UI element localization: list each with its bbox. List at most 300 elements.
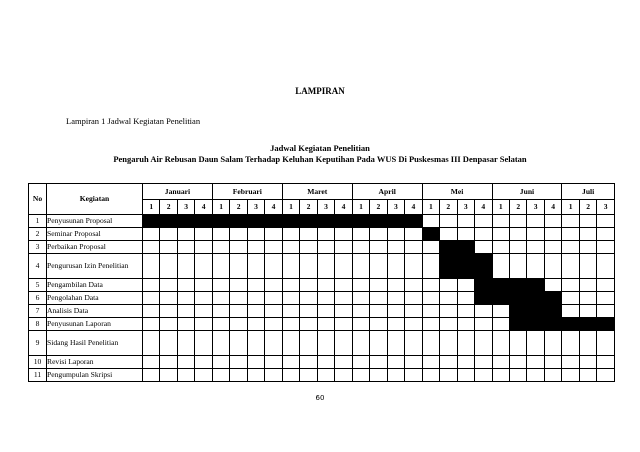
schedule-cell-empty	[247, 279, 264, 292]
schedule-table	[28, 183, 615, 382]
schedule-cell-empty	[475, 228, 493, 241]
schedule-cell-empty	[370, 292, 387, 305]
schedule-cell-filled	[544, 292, 562, 305]
schedule-cell-empty	[544, 241, 562, 254]
schedule-cell-empty	[492, 241, 509, 254]
schedule-cell-empty	[212, 305, 229, 318]
schedule-cell-empty	[422, 356, 439, 369]
schedule-cell-empty	[265, 305, 283, 318]
schedule-cell-filled	[597, 318, 615, 331]
row-number: 6	[29, 292, 47, 305]
schedule-cell-empty	[160, 241, 177, 254]
schedule-cell-filled	[212, 215, 229, 228]
schedule-cell-empty	[544, 254, 562, 279]
schedule-cell-empty	[160, 318, 177, 331]
schedule-cell-filled	[143, 215, 160, 228]
schedule-cell-empty	[317, 369, 334, 382]
schedule-cell-filled	[509, 318, 526, 331]
schedule-cell-empty	[597, 331, 615, 356]
schedule-cell-empty	[509, 356, 526, 369]
schedule-cell-empty	[300, 292, 317, 305]
schedule-cell-empty	[422, 215, 439, 228]
schedule-cell-empty	[597, 369, 615, 382]
schedule-cell-empty	[195, 305, 212, 318]
schedule-cell-empty	[160, 279, 177, 292]
schedule-cell-empty	[475, 241, 493, 254]
header-week: 2	[370, 200, 387, 215]
schedule-cell-empty	[265, 279, 283, 292]
schedule-cell-empty	[177, 254, 194, 279]
schedule-cell-empty	[579, 228, 596, 241]
schedule-cell-empty	[579, 292, 596, 305]
schedule-cell-empty	[160, 292, 177, 305]
appendix-caption: Lampiran 1 Jadwal Kegiatan Penelitian	[66, 116, 201, 126]
schedule-cell-empty	[317, 254, 334, 279]
schedule-cell-empty	[317, 305, 334, 318]
schedule-cell-empty	[579, 356, 596, 369]
schedule-cell-empty	[527, 215, 544, 228]
schedule-cell-empty	[265, 241, 283, 254]
schedule-cell-empty	[387, 369, 404, 382]
schedule-cell-empty	[457, 369, 474, 382]
schedule-cell-empty	[195, 369, 212, 382]
schedule-cell-empty	[143, 241, 160, 254]
schedule-cell-empty	[440, 356, 457, 369]
schedule-cell-empty	[562, 356, 579, 369]
schedule-cell-empty	[247, 254, 264, 279]
schedule-cell-empty	[317, 228, 334, 241]
schedule-cell-empty	[177, 241, 194, 254]
schedule-cell-empty	[405, 369, 422, 382]
schedule-cell-empty	[195, 292, 212, 305]
schedule-cell-empty	[352, 279, 369, 292]
schedule-cell-empty	[492, 331, 509, 356]
schedule-cell-empty	[282, 241, 299, 254]
schedule-cell-empty	[422, 292, 439, 305]
header-week: 1	[562, 200, 579, 215]
schedule-cell-filled	[387, 215, 404, 228]
schedule-cell-empty	[247, 228, 264, 241]
schedule-cell-empty	[317, 241, 334, 254]
schedule-cell-empty	[247, 305, 264, 318]
schedule-cell-empty	[195, 318, 212, 331]
schedule-cell-filled	[475, 292, 493, 305]
row-number: 9	[29, 331, 47, 356]
schedule-cell-empty	[230, 254, 247, 279]
schedule-cell-empty	[195, 331, 212, 356]
schedule-cell-empty	[492, 228, 509, 241]
schedule-cell-empty	[230, 331, 247, 356]
schedule-cell-empty	[335, 254, 353, 279]
schedule-cell-empty	[370, 254, 387, 279]
schedule-cell-empty	[440, 305, 457, 318]
schedule-cell-filled	[265, 215, 283, 228]
schedule-cell-filled	[527, 305, 544, 318]
row-number: 8	[29, 318, 47, 331]
schedule-cell-empty	[579, 305, 596, 318]
schedule-cell-empty	[387, 356, 404, 369]
schedule-cell-filled	[405, 215, 422, 228]
schedule-cell-empty	[282, 228, 299, 241]
schedule-cell-empty	[440, 318, 457, 331]
header-month: April	[352, 184, 422, 200]
schedule-cell-empty	[597, 305, 615, 318]
header-week: 1	[282, 200, 299, 215]
schedule-cell-empty	[195, 279, 212, 292]
header-week: 4	[544, 200, 562, 215]
header-week: 3	[597, 200, 615, 215]
row-activity: Seminar Proposal	[47, 228, 143, 241]
row-number: 11	[29, 369, 47, 382]
schedule-cell-empty	[300, 331, 317, 356]
schedule-cell-empty	[265, 318, 283, 331]
schedule-cell-filled	[282, 215, 299, 228]
schedule-cell-empty	[282, 369, 299, 382]
schedule-cell-empty	[335, 369, 353, 382]
table-row	[29, 215, 615, 228]
header-week: 3	[457, 200, 474, 215]
schedule-cell-empty	[387, 292, 404, 305]
schedule-cell-empty	[405, 228, 422, 241]
row-number: 5	[29, 279, 47, 292]
schedule-cell-empty	[562, 241, 579, 254]
header-week: 2	[230, 200, 247, 215]
table-row	[29, 305, 615, 318]
row-number: 1	[29, 215, 47, 228]
schedule-cell-filled	[247, 215, 264, 228]
schedule-cell-empty	[509, 215, 526, 228]
schedule-cell-empty	[177, 356, 194, 369]
schedule-cell-empty	[579, 369, 596, 382]
header-month: Maret	[282, 184, 352, 200]
schedule-cell-empty	[247, 241, 264, 254]
schedule-cell-empty	[282, 254, 299, 279]
schedule-cell-empty	[352, 331, 369, 356]
schedule-cell-empty	[492, 356, 509, 369]
schedule-cell-empty	[265, 331, 283, 356]
table-row	[29, 318, 615, 331]
schedule-cell-empty	[282, 331, 299, 356]
schedule-cell-empty	[597, 254, 615, 279]
schedule-cell-empty	[509, 254, 526, 279]
schedule-cell-empty	[143, 305, 160, 318]
schedule-cell-empty	[509, 228, 526, 241]
schedule-cell-empty	[160, 356, 177, 369]
schedule-cell-empty	[212, 356, 229, 369]
schedule-cell-empty	[387, 254, 404, 279]
schedule-cell-empty	[562, 292, 579, 305]
schedule-cell-empty	[544, 215, 562, 228]
schedule-cell-empty	[422, 369, 439, 382]
header-week: 1	[143, 200, 160, 215]
schedule-cell-filled	[440, 254, 457, 279]
schedule-cell-empty	[544, 356, 562, 369]
schedule-cell-empty	[544, 369, 562, 382]
page-heading: LAMPIRAN	[295, 86, 345, 96]
schedule-cell-empty	[282, 356, 299, 369]
schedule-cell-empty	[143, 292, 160, 305]
header-week: 4	[335, 200, 353, 215]
schedule-cell-empty	[492, 305, 509, 318]
schedule-cell-empty	[352, 318, 369, 331]
schedule-cell-empty	[230, 292, 247, 305]
schedule-cell-filled	[492, 279, 509, 292]
schedule-cell-empty	[212, 318, 229, 331]
schedule-cell-empty	[352, 356, 369, 369]
schedule-cell-empty	[195, 254, 212, 279]
schedule-cell-empty	[212, 279, 229, 292]
schedule-cell-empty	[440, 215, 457, 228]
schedule-cell-empty	[527, 369, 544, 382]
schedule-cell-filled	[544, 318, 562, 331]
schedule-cell-empty	[527, 254, 544, 279]
table-row	[29, 279, 615, 292]
header-week: 3	[387, 200, 404, 215]
page-number: 60	[315, 394, 325, 402]
schedule-cell-empty	[212, 241, 229, 254]
schedule-cell-empty	[143, 279, 160, 292]
schedule-cell-empty	[195, 241, 212, 254]
schedule-cell-empty	[422, 279, 439, 292]
schedule-cell-empty	[335, 318, 353, 331]
schedule-cell-empty	[230, 228, 247, 241]
schedule-cell-empty	[370, 228, 387, 241]
schedule-cell-empty	[265, 356, 283, 369]
schedule-cell-empty	[457, 331, 474, 356]
schedule-cell-empty	[422, 331, 439, 356]
schedule-cell-empty	[352, 254, 369, 279]
schedule-cell-empty	[317, 292, 334, 305]
schedule-cell-empty	[247, 292, 264, 305]
schedule-cell-empty	[422, 318, 439, 331]
schedule-cell-empty	[475, 318, 493, 331]
row-number: 2	[29, 228, 47, 241]
schedule-cell-empty	[387, 228, 404, 241]
schedule-cell-empty	[212, 369, 229, 382]
schedule-cell-empty	[177, 331, 194, 356]
schedule-cell-empty	[370, 331, 387, 356]
schedule-cell-empty	[509, 331, 526, 356]
row-activity: Pengumpulan Skripsi	[47, 369, 143, 382]
schedule-cell-empty	[492, 318, 509, 331]
schedule-cell-filled	[527, 318, 544, 331]
schedule-cell-empty	[282, 279, 299, 292]
header-week: 2	[440, 200, 457, 215]
schedule-cell-empty	[282, 305, 299, 318]
schedule-cell-empty	[335, 279, 353, 292]
schedule-cell-empty	[265, 254, 283, 279]
schedule-cell-empty	[440, 228, 457, 241]
schedule-cell-empty	[457, 215, 474, 228]
schedule-cell-empty	[195, 228, 212, 241]
schedule-cell-filled	[544, 305, 562, 318]
schedule-cell-empty	[370, 369, 387, 382]
table-row	[29, 356, 615, 369]
schedule-cell-empty	[177, 279, 194, 292]
schedule-cell-empty	[387, 305, 404, 318]
schedule-cell-empty	[300, 305, 317, 318]
schedule-cell-empty	[440, 331, 457, 356]
header-week: 3	[177, 200, 194, 215]
schedule-cell-empty	[335, 356, 353, 369]
schedule-cell-filled	[177, 215, 194, 228]
schedule-cell-empty	[177, 228, 194, 241]
schedule-cell-empty	[457, 292, 474, 305]
schedule-cell-empty	[143, 331, 160, 356]
schedule-cell-empty	[597, 356, 615, 369]
row-activity: Perbaikan Proposal	[47, 241, 143, 254]
header-no: No	[29, 184, 47, 215]
schedule-cell-empty	[265, 292, 283, 305]
schedule-cell-empty	[143, 254, 160, 279]
schedule-cell-empty	[387, 279, 404, 292]
schedule-cell-empty	[440, 279, 457, 292]
schedule-cell-empty	[405, 279, 422, 292]
schedule-cell-empty	[527, 331, 544, 356]
header-week: 4	[475, 200, 493, 215]
schedule-cell-empty	[177, 292, 194, 305]
schedule-cell-empty	[562, 228, 579, 241]
schedule-cell-empty	[265, 228, 283, 241]
schedule-cell-empty	[597, 292, 615, 305]
header-month: Juli	[562, 184, 614, 200]
schedule-cell-empty	[562, 305, 579, 318]
schedule-cell-empty	[405, 254, 422, 279]
header-week: 1	[352, 200, 369, 215]
schedule-cell-empty	[352, 369, 369, 382]
schedule-cell-empty	[300, 318, 317, 331]
header-month: Februari	[212, 184, 282, 200]
schedule-cell-empty	[300, 279, 317, 292]
schedule-cell-filled	[579, 318, 596, 331]
schedule-cell-empty	[475, 215, 493, 228]
schedule-cell-empty	[422, 305, 439, 318]
header-month: Juni	[492, 184, 562, 200]
schedule-cell-filled	[562, 318, 579, 331]
schedule-cell-empty	[352, 305, 369, 318]
table-row	[29, 292, 615, 305]
header-week: 2	[509, 200, 526, 215]
row-number: 10	[29, 356, 47, 369]
schedule-cell-filled	[509, 279, 526, 292]
schedule-cell-empty	[143, 369, 160, 382]
header-week: 1	[212, 200, 229, 215]
schedule-cell-empty	[370, 318, 387, 331]
schedule-cell-filled	[457, 254, 474, 279]
schedule-cell-empty	[335, 228, 353, 241]
research-title: Pengaruh Air Rebusan Daun Salam Terhadap Keluhan Keputihan Pada WUS Di Puskesmas III Denpasar Selatan	[113, 154, 527, 164]
schedule-cell-empty	[579, 279, 596, 292]
schedule-cell-empty	[370, 279, 387, 292]
schedule-cell-empty	[405, 305, 422, 318]
schedule-cell-empty	[440, 292, 457, 305]
table-row	[29, 241, 615, 254]
schedule-cell-empty	[230, 305, 247, 318]
schedule-cell-empty	[352, 228, 369, 241]
table-row	[29, 369, 615, 382]
schedule-cell-empty	[527, 356, 544, 369]
header-week: 2	[160, 200, 177, 215]
row-activity: Pengurusan Izin Penelitian	[47, 254, 143, 279]
schedule-cell-empty	[212, 292, 229, 305]
schedule-cell-empty	[405, 318, 422, 331]
schedule-cell-empty	[579, 215, 596, 228]
schedule-cell-empty	[300, 356, 317, 369]
schedule-cell-empty	[405, 292, 422, 305]
schedule-cell-empty	[160, 331, 177, 356]
schedule-cell-empty	[230, 241, 247, 254]
row-activity: Pengolahan Data	[47, 292, 143, 305]
schedule-cell-empty	[160, 254, 177, 279]
schedule-cell-empty	[562, 254, 579, 279]
schedule-cell-filled	[160, 215, 177, 228]
schedule-cell-empty	[370, 356, 387, 369]
row-activity: Penyusunan Laporan	[47, 318, 143, 331]
schedule-cell-empty	[177, 318, 194, 331]
schedule-cell-empty	[352, 292, 369, 305]
schedule-cell-empty	[475, 356, 493, 369]
schedule-cell-filled	[370, 215, 387, 228]
header-week: 4	[265, 200, 283, 215]
schedule-cell-empty	[579, 331, 596, 356]
schedule-cell-empty	[212, 254, 229, 279]
header-week: 3	[247, 200, 264, 215]
schedule-cell-empty	[160, 305, 177, 318]
schedule-cell-empty	[475, 369, 493, 382]
schedule-cell-empty	[457, 279, 474, 292]
schedule-cell-empty	[230, 356, 247, 369]
schedule-cell-empty	[247, 356, 264, 369]
schedule-cell-empty	[422, 254, 439, 279]
schedule-cell-empty	[597, 228, 615, 241]
table-row	[29, 331, 615, 356]
header-week: 4	[405, 200, 422, 215]
schedule-cell-filled	[492, 292, 509, 305]
schedule-cell-filled	[195, 215, 212, 228]
schedule-cell-empty	[544, 228, 562, 241]
schedule-cell-filled	[527, 279, 544, 292]
schedule-cell-empty	[335, 305, 353, 318]
schedule-cell-empty	[562, 331, 579, 356]
schedule-cell-empty	[509, 241, 526, 254]
schedule-cell-filled	[509, 305, 526, 318]
header-week: 2	[579, 200, 596, 215]
schedule-cell-empty	[475, 305, 493, 318]
schedule-cell-empty	[509, 369, 526, 382]
schedule-cell-empty	[143, 318, 160, 331]
schedule-cell-empty	[387, 241, 404, 254]
schedule-cell-filled	[230, 215, 247, 228]
schedule-cell-empty	[352, 241, 369, 254]
schedule-cell-empty	[457, 356, 474, 369]
schedule-cell-empty	[579, 241, 596, 254]
schedule-cell-empty	[440, 369, 457, 382]
schedule-cell-empty	[247, 331, 264, 356]
header-activity: Kegiatan	[47, 184, 143, 215]
schedule-cell-empty	[177, 369, 194, 382]
schedule-cell-empty	[370, 241, 387, 254]
schedule-cell-empty	[387, 331, 404, 356]
schedule-cell-empty	[422, 241, 439, 254]
table-row	[29, 228, 615, 241]
schedule-cell-empty	[230, 369, 247, 382]
schedule-cell-filled	[422, 228, 439, 241]
header-month: Mei	[422, 184, 492, 200]
schedule-title: Jadwal Kegiatan Penelitian	[270, 143, 370, 153]
header-week: 2	[300, 200, 317, 215]
header-week: 1	[422, 200, 439, 215]
schedule-cell-empty	[247, 369, 264, 382]
